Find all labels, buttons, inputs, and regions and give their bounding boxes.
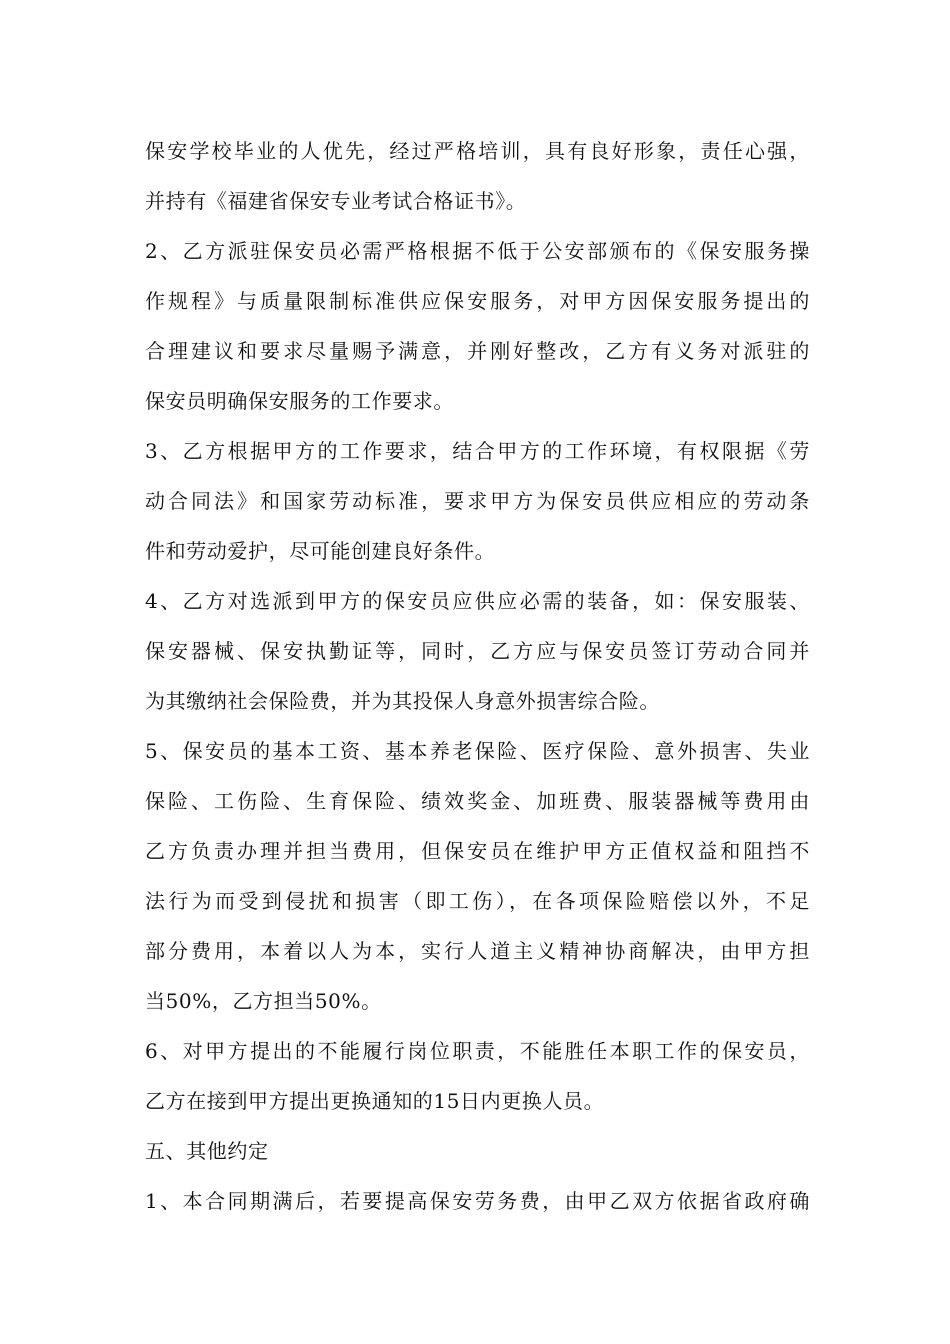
text-line: 4、乙方对选派到甲方的保安员应供应必需的装备，如：保安服装、 — [145, 589, 810, 613]
text-line: 作规程》与质量限制标准供应保安服务，对甲方因保安服务提出的 — [145, 289, 810, 313]
text-line: 当50%，乙方担当50%。 — [145, 989, 382, 1013]
text-line: 1、本合同期满后，若要提高保安劳务费，由甲乙双方依据省政府确 — [145, 1189, 810, 1213]
text-line: 并持有《福建省保安专业考试合格证书》。 — [145, 189, 527, 213]
text-line: 6、对甲方提出的不能履行岗位职责，不能胜任本职工作的保安员， — [145, 1039, 810, 1063]
text-line: 保安学校毕业的人优先，经过严格培训，具有良好形象，责任心强， — [145, 139, 810, 163]
text-line: 2、乙方派驻保安员必需严格根据不低于公安部颁布的《保安服务操 — [145, 239, 810, 263]
text-line: 法行为而受到侵扰和损害（即工伤），在各项保险赔偿以外，不足 — [145, 889, 810, 913]
document-body — [145, 126, 810, 1226]
text-line: 5、保安员的基本工资、基本养老保险、医疗保险、意外损害、失业 — [145, 739, 810, 763]
text-line: 动合同法》和国家劳动标准，要求甲方为保安员供应相应的劳动条 — [145, 489, 810, 513]
section-heading: 五、其他约定 — [145, 1139, 269, 1163]
text-line: 保安员明确保安服务的工作要求。 — [145, 389, 454, 413]
text-line: 乙方在接到甲方提出更换通知的15日内更换人员。 — [145, 1089, 605, 1113]
text-line: 件和劳动爱护，尽可能创建良好条件。 — [145, 539, 496, 563]
text-line: 保安器械、保安执勤证等，同时，乙方应与保安员签订劳动合同并 — [145, 639, 810, 663]
text-line: 合理建议和要求尽量赐予满意，并刚好整改，乙方有义务对派驻的 — [145, 339, 810, 363]
text-line: 乙方负责办理并担当费用，但保安员在维护甲方正值权益和阻挡不 — [145, 839, 810, 863]
text-line: 部分费用，本着以人为本，实行人道主义精神协商解决，由甲方担 — [145, 939, 810, 963]
text-line: 为其缴纳社会保险费，并为其投保人身意外损害综合险。 — [145, 689, 660, 713]
text-line: 保险、工伤险、生育保险、绩效奖金、加班费、服装器械等费用由 — [145, 789, 810, 813]
text-line: 3、乙方根据甲方的工作要求，结合甲方的工作环境，有权限据《劳 — [145, 439, 810, 463]
